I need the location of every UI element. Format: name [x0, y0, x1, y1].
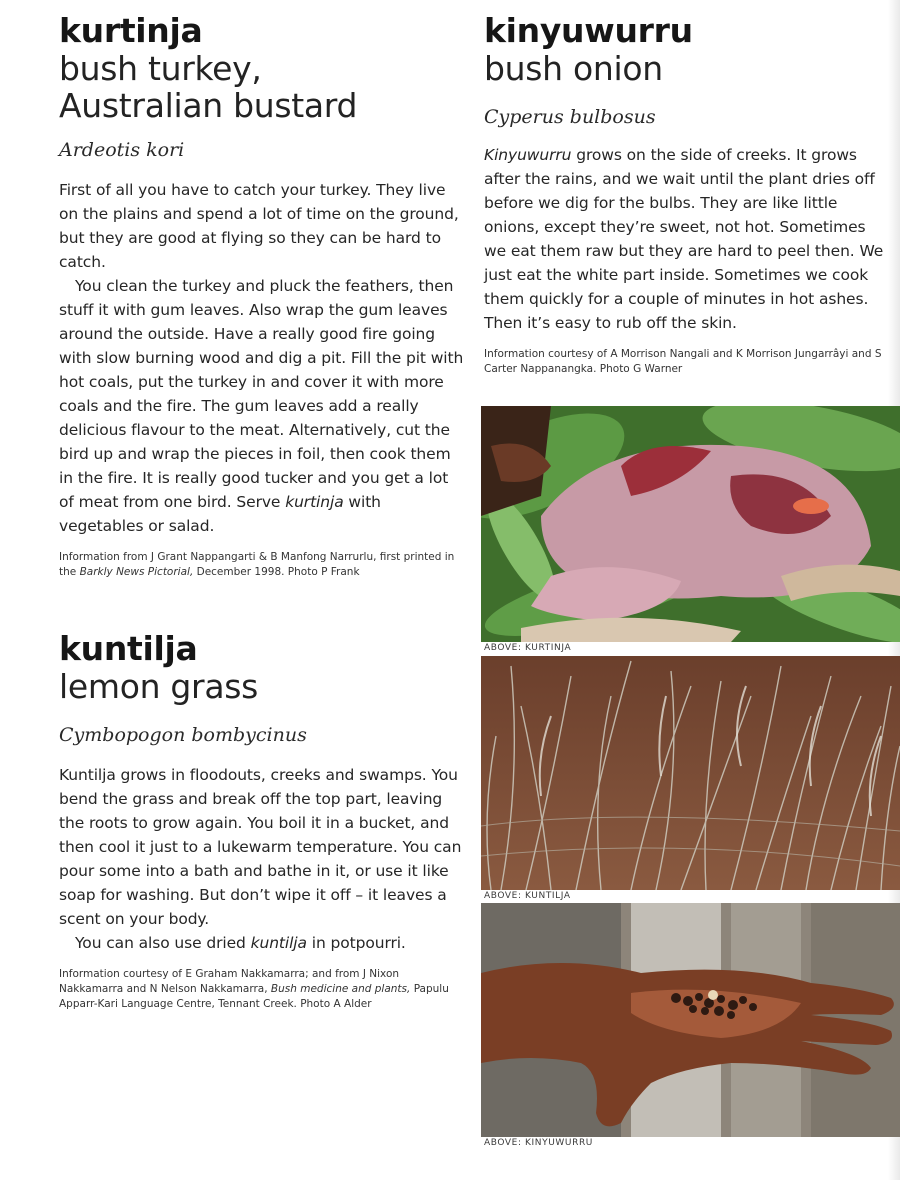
- entry-title-kinyuwurru: kinyuwurru: [484, 11, 693, 50]
- caption-kinyuwurru: ABOVE: KINYUWURRU: [484, 1138, 593, 1148]
- kuntilja-credit: [59, 967, 464, 1012]
- entry-title-kuntilja: kuntilja: [59, 629, 198, 668]
- kurtinja-paragraph-2-end: with vegetables or salad.: [59, 493, 381, 535]
- photo-kinyuwurru-image: [481, 903, 900, 1137]
- kurtinja-credit-text: Information from J Grant Nappangarti & B Manfong Narrurlu, first printed in the: [59, 551, 455, 578]
- kurtinja-paragraph-2-emphasis: kurtinja: [285, 493, 344, 511]
- scientific-name-kurtinja: Ardeotis kori: [59, 139, 185, 161]
- photo-kuntilja: [481, 656, 900, 890]
- kurtinja-credit-end: December 1998. Photo P Frank: [193, 566, 360, 578]
- kuntilja-paragraph-2: [59, 931, 464, 955]
- kuntilja-credit-end: Papulu Apparr-Kari Language Centre, Tennant Creek. Photo A Alder: [59, 983, 449, 1010]
- kuntilja-paragraph-2-emphasis: kuntilja: [250, 934, 307, 952]
- kurtinja-paragraph-1: First of all you have to catch your turkey. They live on the plains and spend a lot of time on the ground, but they are good at flying so they can be hard to catch.: [59, 181, 459, 271]
- kinyuwurru-paragraph: [484, 143, 884, 335]
- kuntilja-paragraph-1: Kuntilja grows in floodouts, creeks and swamps. You bend the grass and break off the top part, leaving the roots to grow again. You boil it in a bucket, and then cool it just to a lukewarm temperature. You can pour some into a bath and bathe in it, or use it like soap for washing. But don’t wipe it off – it leaves a scent on your body.: [59, 766, 462, 928]
- kurtinja-credit: [59, 550, 464, 580]
- kinyuwurru-paragraph-emphasis: Kinyuwurru: [484, 146, 572, 164]
- entry-common-name-kinyuwurru: bush onion: [484, 49, 663, 88]
- entry-kurtinja: [59, 12, 464, 580]
- caption-kurtinja: ABOVE: KURTINJA: [484, 643, 572, 653]
- photo-kuntilja-image: [481, 656, 900, 890]
- kinyuwurru-paragraph-text: grows on the side of creeks. It grows after the rains, and we wait until the plant dries off before we dig for the bulbs. They are like little onions, except they’re sweet, not hot. Sometimes we eat them raw but they are hard to peel then. We just eat the white part inside. Sometimes we cook them quickly for a couple of minutes in hot ashes. Then it’s easy to rub off the skin.: [484, 146, 884, 332]
- photo-kurtinja: [481, 406, 900, 642]
- scientific-name-kinyuwurru: Cyperus bulbosus: [484, 106, 656, 128]
- photo-kurtinja-image: [481, 406, 900, 642]
- entry-common-name-line1: bush turkey,: [59, 49, 262, 88]
- left-column: [59, 12, 464, 1012]
- kuntilja-credit-emphasis: Bush medicine and plants,: [270, 983, 411, 995]
- entry-title-kurtinja: kurtinja: [59, 11, 203, 50]
- kurtinja-paragraph-2-text: You clean the turkey and pluck the feathers, then stuff it with gum leaves. Also wrap the gum leaves around the outside. Have a really good fire going with slow burning wood and dig a pit. Fill the pit with hot coals, put the turkey in and cover it with more coals and the fire. The gum leaves add a really delicious flavour to the meat. Alternatively, cut the bird up and wrap the pieces in foil, then cook them in the fire. It is really good tucker and you get a lot of meat from one bird. Serve: [59, 277, 464, 511]
- kurtinja-credit-emphasis: Barkly News Pictorial,: [79, 566, 194, 578]
- kuntilja-credit-text: Information courtesy of E Graham Nakkamarra; and from J Nixon Nakkamarra and N Nelson Nakkamarra,: [59, 968, 400, 995]
- caption-kuntilja: ABOVE: KUNTILJA: [484, 891, 571, 901]
- kuntilja-paragraph-2-text: You can also use dried: [75, 934, 251, 952]
- kurtinja-paragraph-2: [59, 274, 464, 538]
- right-column: [484, 12, 884, 377]
- entry-common-name-kuntilja: lemon grass: [59, 667, 259, 706]
- scientific-name-kuntilja: Cymbopogon bombycinus: [59, 724, 307, 746]
- entry-kuntilja: [59, 630, 464, 1012]
- entry-common-name-line2: Australian bustard: [59, 86, 358, 125]
- kuntilja-paragraph-2-end: in potpourri.: [306, 934, 406, 952]
- photo-kinyuwurru: [481, 903, 900, 1137]
- kinyuwurru-credit: Information courtesy of A Morrison Nangali and K Morrison Jungarrâyi and S Carter Nappanangka. Photo G Warner: [484, 348, 882, 375]
- entry-kinyuwurru: [484, 12, 884, 377]
